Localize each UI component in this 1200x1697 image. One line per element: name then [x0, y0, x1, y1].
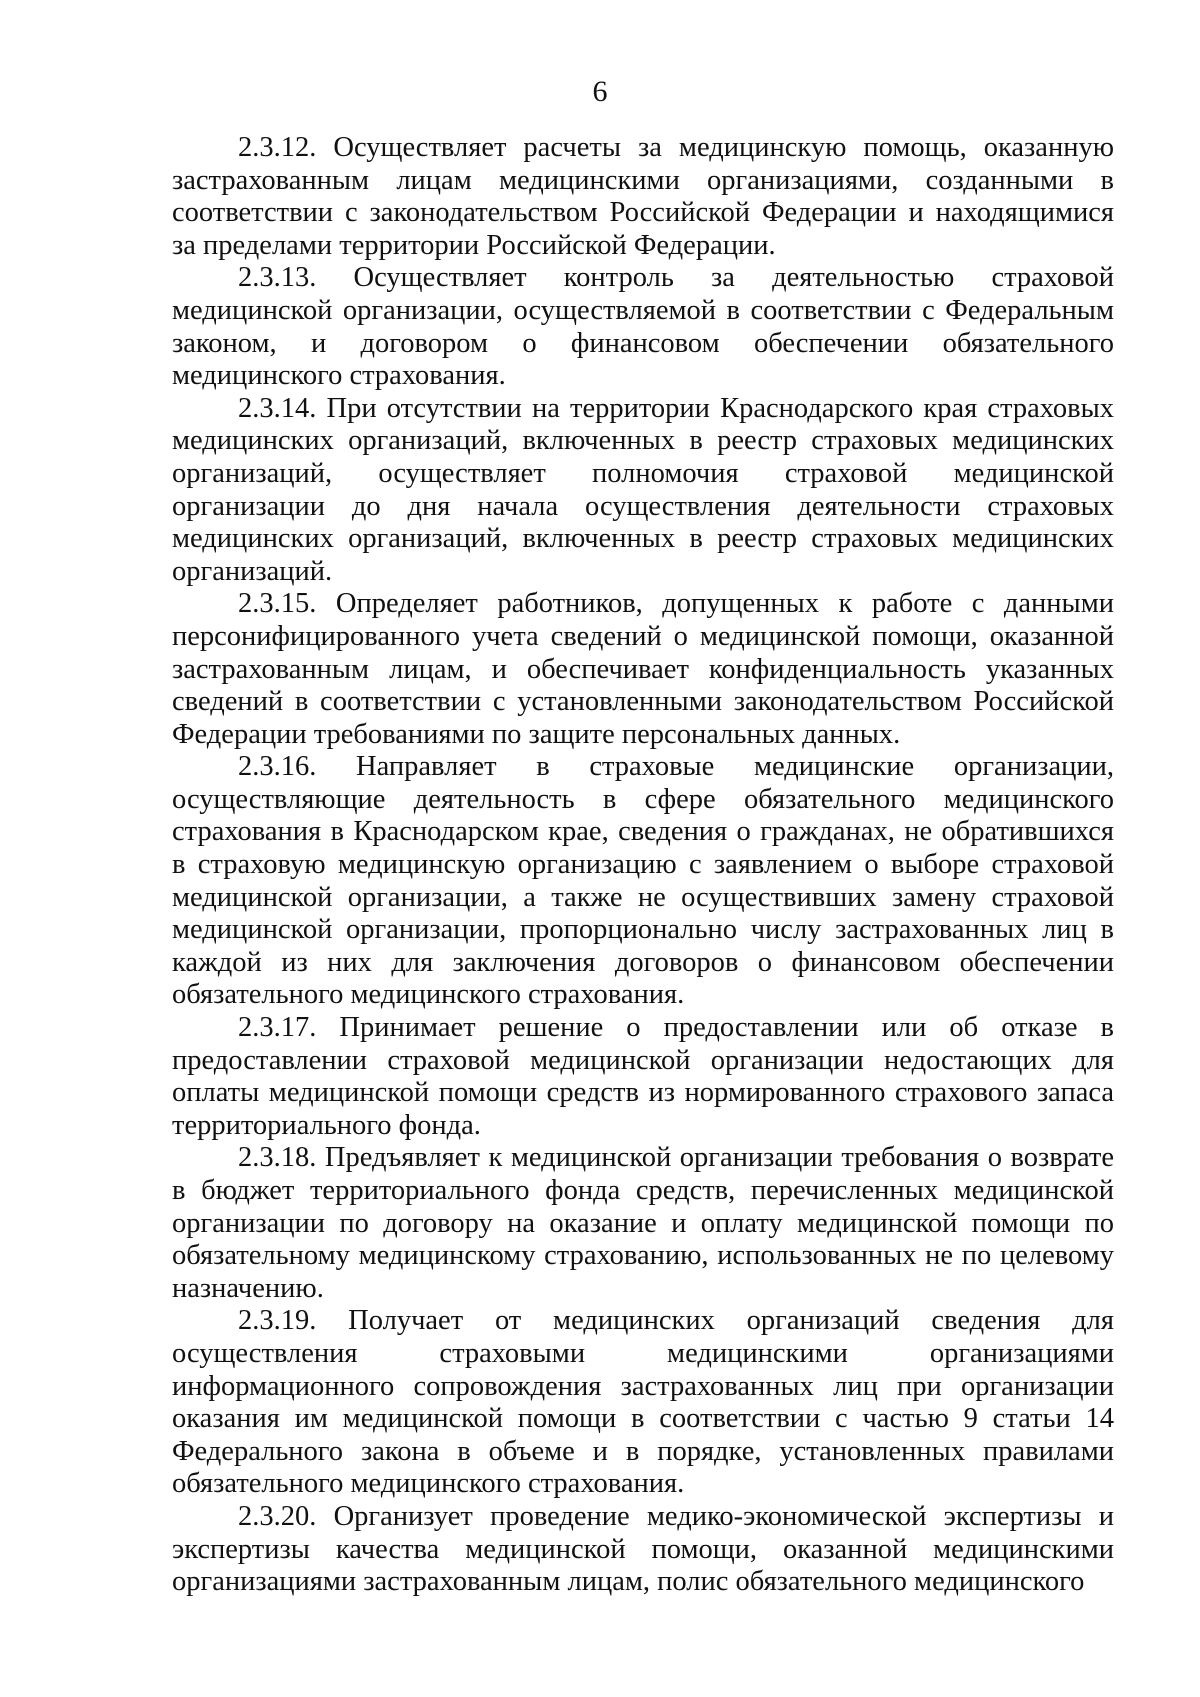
- page-number: 6: [592, 75, 608, 108]
- paragraph-2-3-15: 2.3.15. Определяет работников, допущенных к работе с данными персонифицированного учета сведений о медицинской помощи, оказанной застрахованным лицам, и обеспечивает конфиденциальность указанных сведений в соответствии с установленными законодательством Российской Федерации требованиями по защите персональных данных.: [172, 588, 1114, 750]
- paragraph-2-3-20: 2.3.20. Организует проведение медико-экономической экспертизы и экспертизы качества медицинской помощи, оказанной медицинскими организациями застрахованным лицам, полис обязательного медицинского: [172, 1500, 1114, 1598]
- paragraph-2-3-14: 2.3.14. При отсутствии на территории Краснодарского края страховых медицинских организаций, включенных в реестр страховых медицинских организаций, осуществляет полномочия страховой медицинской организации до дня начала осуществления деятельности страховых медицинских организаций, включенных в реестр страховых медицинских организаций.: [172, 392, 1114, 587]
- document-body: [172, 132, 1114, 1599]
- paragraph-2-3-19: 2.3.19. Получает от медицинских организаций сведения для осуществления страховыми медицинскими организациями информационного сопровождения застрахованных лиц при организации оказания им медицинской помощи в соответствии с частью 9 статьи 14 Федерального закона в объеме и в порядке, установленных правилами обязательного медицинского страхования.: [172, 1305, 1114, 1500]
- paragraph-2-3-18: 2.3.18. Предъявляет к медицинской организации требования о возврате в бюджет территориального фонда средств, перечисленных медицинской организации по договору на оказание и оплату медицинской помощи по обязательному медицинскому страхованию, использованных не по целевому назначению.: [172, 1142, 1114, 1304]
- paragraph-2-3-16: 2.3.16. Направляет в страховые медицинские организации, осуществляющие деятельность в сфере обязательного медицинского страхования в Краснодарском крае, сведения о гражданах, не обратившихся в страховую медицинскую организацию с заявлением о выборе страховой медицинской организации, а также не осуществивших замену страховой медицинской организации, пропорционально числу застрахованных лиц в каждой из них для заключения договоров о финансовом обеспечении обязательного медицинского страхования.: [172, 751, 1114, 1011]
- paragraph-2-3-17: 2.3.17. Принимает решение о предоставлении или об отказе в предоставлении страховой медицинской организации недостающих для оплаты медицинской помощи средств из нормированного страхового запаса территориального фонда.: [172, 1012, 1114, 1141]
- paragraph-2-3-13: 2.3.13. Осуществляет контроль за деятельностью страховой медицинской организации, осуществляемой в соответствии с Федеральным законом, и договором о финансовом обеспечении обязательного медицинского страхования.: [172, 262, 1114, 392]
- paragraph-2-3-12: 2.3.12. Осуществляет расчеты за медицинскую помощь, оказанную застрахованным лицам медицинскими организациями, созданными в соответствии с законодательством Российской Федерации и находящимися за пределами территории Российской Федерации.: [172, 132, 1114, 261]
